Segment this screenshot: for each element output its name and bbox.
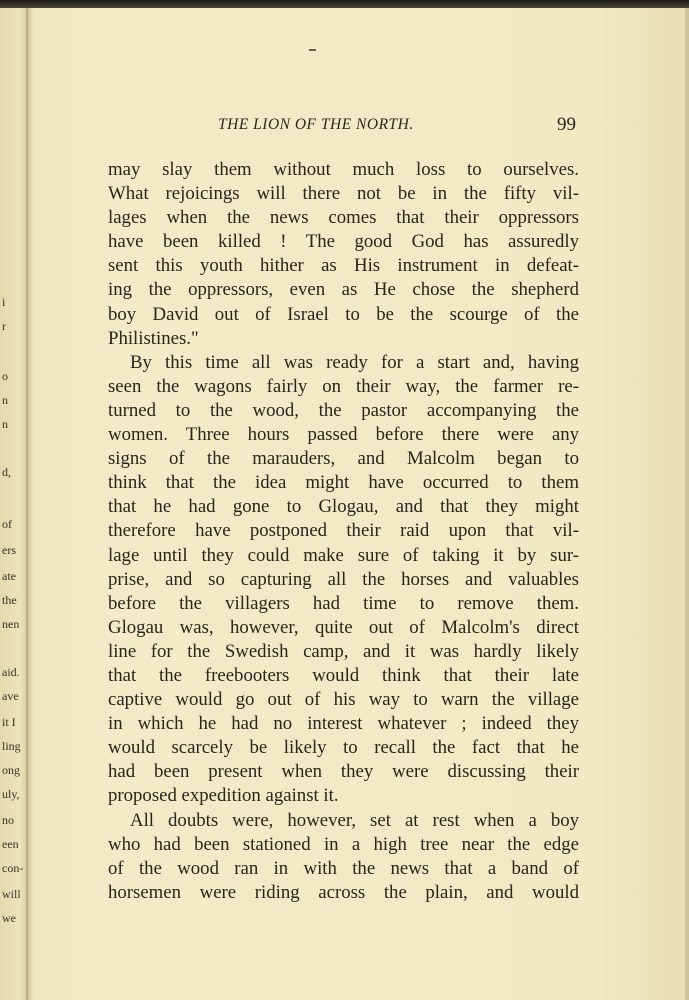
text-line: By this time all was ready for a start and, having xyxy=(130,351,579,373)
text-line: ing the oppressors, even as He chose the shepherd xyxy=(108,279,579,301)
text-line: before the villagers had time to remove them. xyxy=(108,592,579,614)
text-line: Philistines." xyxy=(108,327,199,349)
spine-shadow xyxy=(26,8,34,1000)
facing-fragment: o xyxy=(2,369,8,383)
text-line: What rejoicings will there not be in the fifty vil- xyxy=(108,183,579,205)
text-line: had been present when they were discussing their xyxy=(108,761,579,783)
facing-fragment: uly, xyxy=(2,787,20,801)
text-line: boy David out of Israel to be the scourge of the xyxy=(108,303,579,325)
text-line: captive would go out of his way to warn the village xyxy=(108,689,579,711)
page-header xyxy=(108,114,578,138)
facing-fragment: ling xyxy=(2,739,21,753)
facing-fragment: ers xyxy=(2,543,16,557)
text-line: in which he had no interest whatever ; indeed they xyxy=(108,713,579,735)
text-line: lages when the news comes that their oppressors xyxy=(108,207,579,229)
text-line: sent this youth hither as His instrument in defeat- xyxy=(108,255,579,277)
facing-fragment: een xyxy=(2,837,19,851)
text-line: proposed expedition against it. xyxy=(108,785,339,807)
facing-fragment: aid. xyxy=(2,665,20,679)
printer-mark xyxy=(309,49,316,51)
text-line: All doubts were, however, set at rest when a boy xyxy=(130,809,579,831)
facing-fragment: d, xyxy=(2,465,11,479)
facing-fragment: no xyxy=(2,813,14,827)
running-title: THE LION OF THE NORTH. xyxy=(218,116,414,133)
text-line: think that the idea might have occurred to them xyxy=(108,472,579,494)
text-line: signs of the marauders, and Malcolm began to xyxy=(108,448,579,470)
body-text xyxy=(108,158,579,905)
facing-fragment: r xyxy=(2,319,6,333)
facing-fragment: i xyxy=(2,295,6,309)
facing-fragment: will xyxy=(2,887,21,901)
text-line: therefore have postponed their raid upon that vil- xyxy=(108,520,579,542)
text-line: that he had gone to Glogau, and that they might xyxy=(108,496,579,518)
facing-fragment: n xyxy=(2,417,8,431)
facing-fragment: ong xyxy=(2,763,20,777)
facing-fragment: we xyxy=(2,911,16,925)
facing-fragment: of xyxy=(2,517,12,531)
page-number: 99 xyxy=(557,114,576,135)
facing-fragment: n xyxy=(2,393,8,407)
text-line: lage until they could make sure of taking it by sur- xyxy=(108,544,579,566)
text-line: who had been stationed in a high tree near the edge xyxy=(108,833,579,855)
text-line: turned to the wood, the pastor accompanying the xyxy=(108,399,579,421)
facing-page-edge xyxy=(0,8,28,1000)
facing-fragment: it I xyxy=(2,715,16,729)
page-right-edge xyxy=(685,8,689,1000)
text-line: may slay them without much loss to ourselves. xyxy=(108,159,579,180)
text-line: Glogau was, however, quite out of Malcolm's direct xyxy=(108,616,579,638)
text-line: that the freebooters would think that their late xyxy=(108,664,579,686)
text-line: prise, and so capturing all the horses and valuables xyxy=(108,568,579,590)
book-top-edge xyxy=(0,0,689,8)
text-line: seen the wagons fairly on their way, the farmer re- xyxy=(108,375,579,397)
facing-fragment: con- xyxy=(2,861,24,875)
text-line: would scarcely be likely to recall the fact that he xyxy=(108,737,579,759)
text-line: of the wood ran in with the news that a band of xyxy=(108,857,579,879)
text-line: horsemen were riding across the plain, and would xyxy=(108,881,579,903)
text-line: have been killed ! The good God has assuredly xyxy=(108,231,579,253)
facing-fragment: ave xyxy=(2,689,19,703)
facing-fragment: nen xyxy=(2,617,20,631)
facing-fragment: ate xyxy=(2,569,16,583)
facing-fragment: the xyxy=(2,593,17,607)
text-line: women. Three hours passed before there were any xyxy=(108,424,579,446)
text-line: line for the Swedish camp, and it was hardly likely xyxy=(108,640,579,662)
